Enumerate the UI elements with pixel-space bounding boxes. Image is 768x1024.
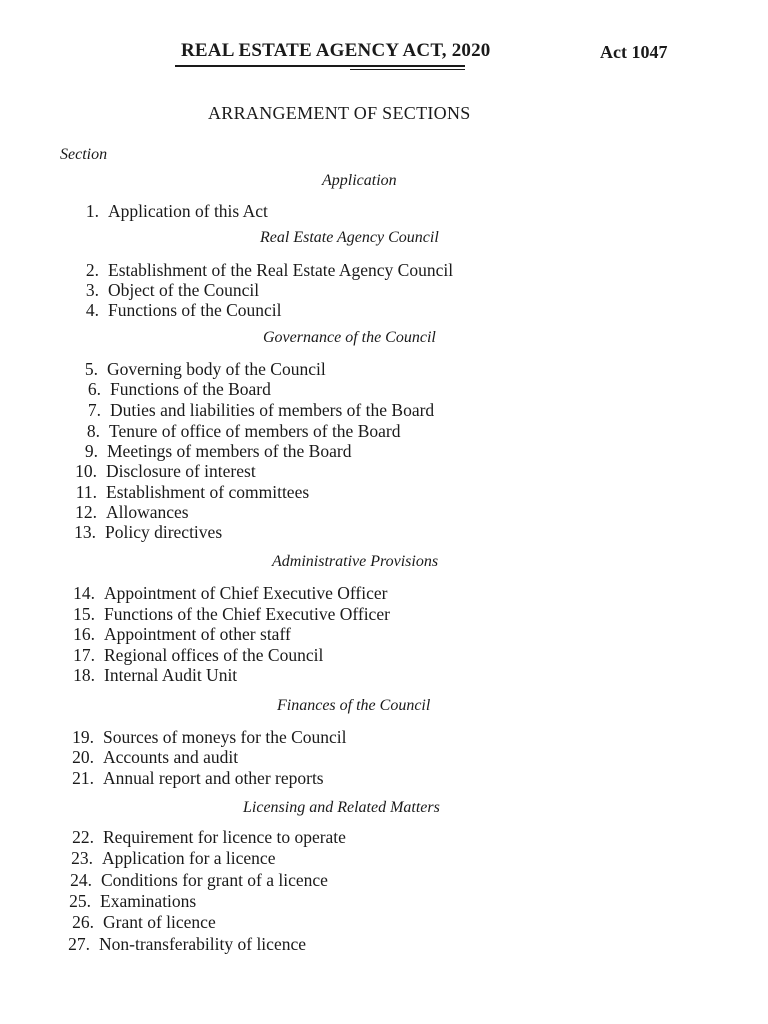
- entry-title: Conditions for grant of a licence: [101, 870, 328, 890]
- entry-number: 2.: [85, 260, 99, 280]
- group-heading: Real Estate Agency Council: [260, 229, 439, 246]
- entry-title: Duties and liabilities of members of the Board: [110, 400, 435, 420]
- header-rule-secondary: [350, 69, 465, 70]
- entry-title: Internal Audit Unit: [104, 665, 238, 685]
- entry-title: Tenure of office of members of the Board: [109, 421, 401, 441]
- entry-number: 22.: [72, 827, 94, 847]
- header-rule: [175, 65, 465, 67]
- entry-title: Establishment of committees: [106, 482, 310, 502]
- entry-number: 12.: [75, 502, 97, 522]
- group-heading: Application: [322, 172, 397, 189]
- entry-number: 4.: [85, 300, 99, 320]
- entry-title: Application for a licence: [102, 848, 276, 868]
- group-heading: Licensing and Related Matters: [243, 799, 440, 816]
- toc-heading: ARRANGEMENT OF SECTIONS: [208, 103, 471, 123]
- entry-number: 8.: [86, 421, 100, 441]
- entry-title: Meetings of members of the Board: [107, 441, 352, 461]
- entry-number: 9.: [84, 441, 98, 461]
- entry-number: 25.: [69, 891, 91, 911]
- act-title: REAL ESTATE AGENCY ACT, 2020: [181, 40, 491, 61]
- entry-title: Application of this Act: [108, 201, 268, 221]
- entry-title: Functions of the Board: [110, 379, 271, 399]
- entry-number: 24.: [70, 870, 92, 890]
- entry-number: 16.: [73, 624, 95, 644]
- entry-title: Examinations: [100, 891, 197, 911]
- entry-title: Regional offices of the Council: [104, 645, 324, 665]
- entry-number: 13.: [74, 522, 96, 542]
- entry-number: 18.: [73, 665, 95, 685]
- entry-title: Functions of the Chief Executive Officer: [104, 604, 390, 624]
- entry-number: 27.: [68, 934, 90, 954]
- group-heading: Administrative Provisions: [272, 553, 439, 570]
- entry-title: Object of the Council: [108, 280, 260, 300]
- entry-number: 26.: [72, 912, 94, 932]
- entry-number: 20.: [72, 747, 94, 767]
- entry-title: Policy directives: [105, 522, 223, 542]
- group-heading: Finances of the Council: [277, 697, 431, 714]
- entry-number: 1.: [85, 201, 99, 221]
- entry-number: 17.: [73, 645, 95, 665]
- entry-number: 6.: [87, 379, 101, 399]
- entry-number: 5.: [84, 359, 98, 379]
- entry-title: Appointment of other staff: [104, 624, 291, 644]
- entry-number: 19.: [72, 727, 94, 747]
- entry-title: Accounts and audit: [103, 747, 239, 767]
- entry-number: 14.: [73, 583, 95, 603]
- entry-title: Governing body of the Council: [107, 359, 326, 379]
- entry-number: 11.: [75, 482, 97, 502]
- section-column-label: Section: [60, 146, 108, 163]
- act-number: Act 1047: [600, 42, 668, 62]
- group-heading: Governance of the Council: [263, 329, 436, 346]
- entry-title: Disclosure of interest: [106, 461, 256, 481]
- page-header: [0, 40, 768, 74]
- entry-number: 10.: [75, 461, 97, 481]
- entry-title: Non-transferability of licence: [99, 934, 306, 954]
- entry-title: Sources of moneys for the Council: [103, 727, 347, 747]
- entry-number: 3.: [85, 280, 99, 300]
- entry-number: 15.: [73, 604, 95, 624]
- entry-title: Appointment of Chief Executive Officer: [104, 583, 388, 603]
- entry-title: Requirement for licence to operate: [103, 827, 346, 847]
- entry-title: Grant of licence: [103, 912, 216, 932]
- entry-title: Allowances: [106, 502, 189, 522]
- entry-title: Annual report and other reports: [103, 768, 324, 788]
- entry-number: 21.: [72, 768, 94, 788]
- entry-number: 7.: [87, 400, 101, 420]
- entry-title: Establishment of the Real Estate Agency Council: [108, 260, 454, 280]
- entry-number: 23.: [71, 848, 93, 868]
- entry-title: Functions of the Council: [108, 300, 282, 320]
